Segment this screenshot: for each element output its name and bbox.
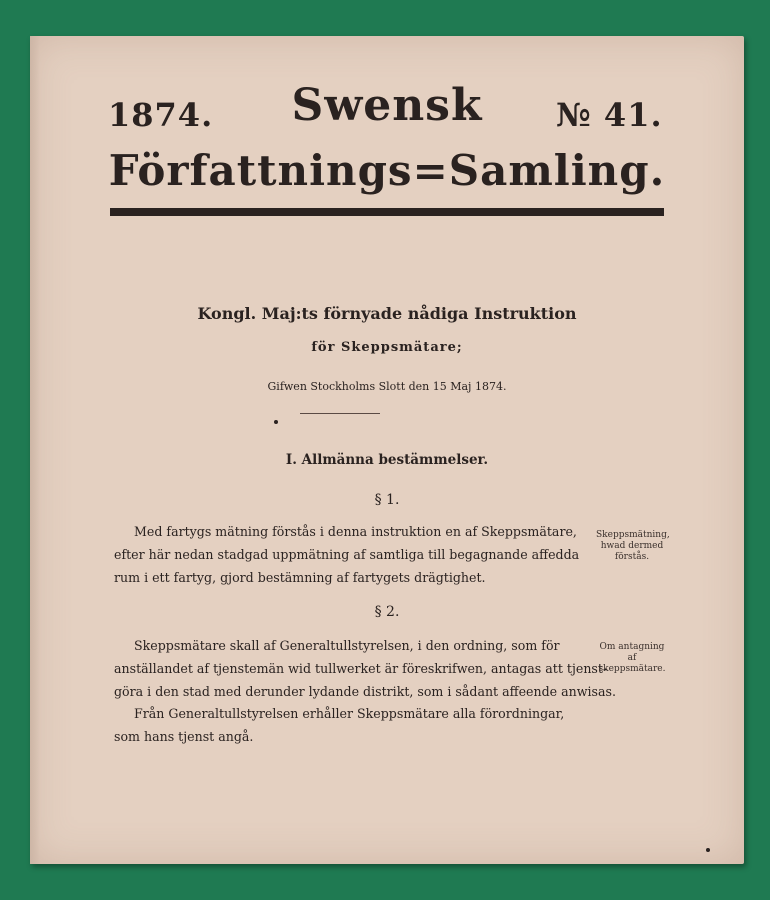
ink-spot	[706, 848, 710, 852]
masthead-title-line2: Författnings=Samling.	[108, 146, 666, 195]
paragraph-1-line: efter här nedan stadgad uppmätning af samtliga till begagnande affedda	[114, 547, 580, 562]
paragraph-2-line: Skeppsmätare skall af Generaltullstyrelsen, i den ordning, som för	[134, 638, 560, 653]
paragraph-1-line: Med fartygs mätning förstås i denna instruktion en af Skeppsmätare,	[134, 524, 577, 539]
section-heading: I. Allmänna bestämmelser.	[285, 452, 489, 468]
paragraph-2-text	[114, 634, 616, 703]
document-subtitle: för Skeppsmätare;	[311, 340, 463, 355]
issue-number: № 41.	[556, 96, 663, 134]
paragraph-symbol-1: § 1.	[374, 492, 400, 508]
paragraph-2b-text	[114, 702, 594, 748]
margin-note-2: Om antagning af skeppsmätare.	[598, 642, 666, 674]
paragraph-2-line: anställandet af tjenstemän wid tullwerket är föreskrifwen, antagas att tjenst-	[114, 661, 608, 676]
paragraph-1-text	[114, 520, 594, 589]
masthead-title-line1: Swensk	[291, 80, 483, 131]
ink-spot	[274, 420, 278, 424]
paragraph-2b-line: som hans tjenst angå.	[114, 729, 254, 744]
paragraph-2-line: göra i den stad med derunder lydande distrikt, som i sådant affeende anwisas.	[114, 684, 616, 699]
paragraph-1-line: rum i ett fartyg, gjord bestämning af fartygets drägtighet.	[114, 570, 486, 585]
issue-year: 1874.	[108, 96, 214, 134]
document-page	[30, 36, 744, 864]
paragraph-2b-line: Från Generaltullstyrelsen erhåller Skeppsmätare alla förordningar,	[134, 706, 565, 721]
document-dateline: Gifwen Stockholms Slott den 15 Maj 1874.	[267, 380, 507, 393]
margin-note-1: Skeppsmätning, hwad dermed förstås.	[596, 530, 670, 562]
masthead-rule	[110, 208, 664, 216]
title-divider	[300, 413, 380, 414]
paragraph-symbol-2: § 2.	[374, 604, 400, 620]
document-title: Kongl. Maj:ts förnyade nådiga Instruktion	[197, 304, 577, 323]
